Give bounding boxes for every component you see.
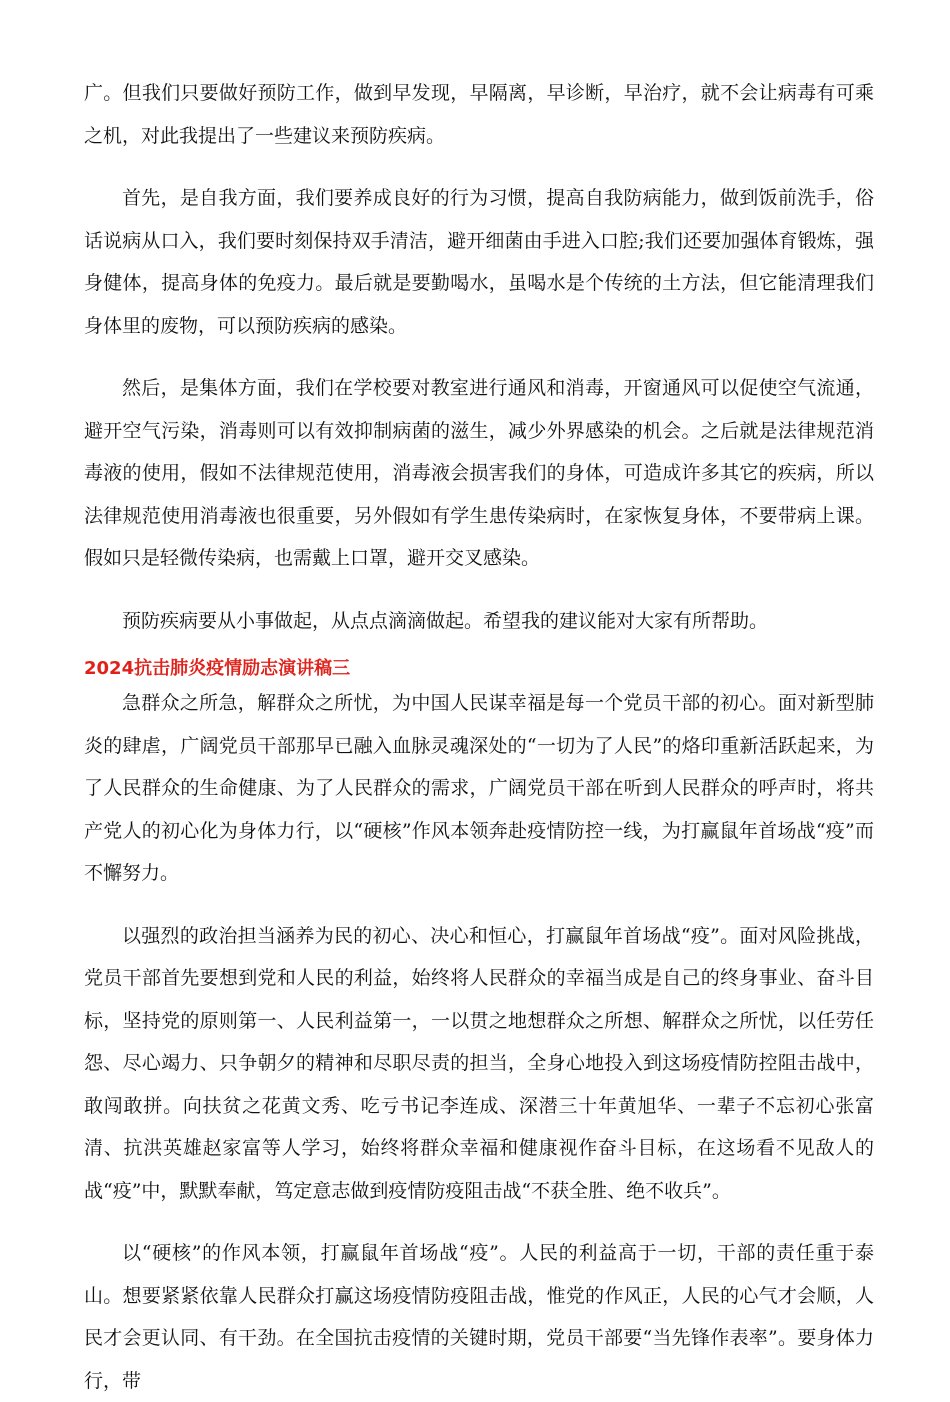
paragraph-collective-prevention: 然后，是集体方面，我们在学校要对教室进行通风和消毒，开窗通风可以促使空气流通，避开空气污染，消毒则可以有效抑制病菌的滋生，减少外界感染的机会。之后就是法律规范消毒液的使用，假如不法律规范使用，消毒液会损害我们的身体，可造成许多其它的疾病，所以法律规范使用消毒液也很重要，另外假如有学生患传染病时，在家恢复身体，不要带病上课。假如只是轻微传染病，也需戴上口罩，避开交叉感染。 [84, 377, 874, 569]
section-heading: 2024抗击肺炎疫情励志演讲稿三 [84, 658, 351, 679]
paragraph-conclusion: 预防疾病要从小事做起，从点点滴滴做起。希望我的建议能对大家有所帮助。 [122, 609, 769, 632]
paragraph-hardcore-style: 以“硬核”的作风本领，打赢鼠年首场战“疫”。人民的利益高于一切，干部的责任重于泰山。想要紧紧依靠人民群众打赢这场疫情防疫阻击战，惟党的作风正，人民的心气才会顺，人民才会更认同、有干劲。在全国抗击疫情的关键时期，党员干部要“当先锋作表率”。要身体力行，带 [84, 1242, 874, 1392]
paragraph-continued: 广。但我们只要做好预防工作，做到早发现，早隔离，早诊断，早治疗，就不会让病毒有可乘之机，对此我提出了一些建议来预防疾病。 [84, 82, 874, 147]
paragraph-self-prevention: 首先，是自我方面，我们要养成良好的行为习惯，提高自我防病能力，做到饭前洗手，俗话说病从口入，我们要时刻保持双手清洁，避开细菌由手进入口腔;我们还要加强体育锻炼，强身健体，提高身体的免疫力。最后就是要勤喝水，虽喝水是个传统的土方法，但它能清理我们身体里的废物，可以预防疾病的感染。 [84, 187, 874, 337]
document-page [84, 72, 874, 1402]
paragraph-speech-intro: 急群众之所急，解群众之所忧，为中国人民谋幸福是每一个党员干部的初心。面对新型肺炎的肆虐，广阔党员干部那早已融入血脉灵魂深处的“一切为了人民”的烙印重新活跃起来，为了人民群众的生命健康、为了人民群众的需求，广阔党员干部在听到人民群众的呼声时，将共产党人的初心化为身体力行，以“硬核”作风本领奔赴疫情防控一线，为打赢鼠年首场战“疫”而不懈努力。 [84, 692, 874, 884]
paragraph-political-commitment: 以强烈的政治担当涵养为民的初心、决心和恒心，打赢鼠年首场战“疫”。面对风险挑战，党员干部首先要想到党和人民的利益，始终将人民群众的幸福当成是自己的终身事业、奋斗目标，坚持党的原则第一、人民利益第一，一以贯之地想群众之所想、解群众之所忧，以任劳任怨、尽心竭力、只争朝夕的精神和尽职尽责的担当，全身心地投入到这场疫情防控阻击战中，敢闯敢拼。向扶贫之花黄文秀、吃亏书记李连成、深潜三十年黄旭华、一辈子不忘初心张富清、抗洪英雄赵家富等人学习，始终将群众幸福和健康视作奋斗目标，在这场看不见敌人的战“疫”中，默默奉献，笃定意志做到疫情防疫阻击战“不获全胜、绝不收兵”。 [84, 924, 874, 1202]
